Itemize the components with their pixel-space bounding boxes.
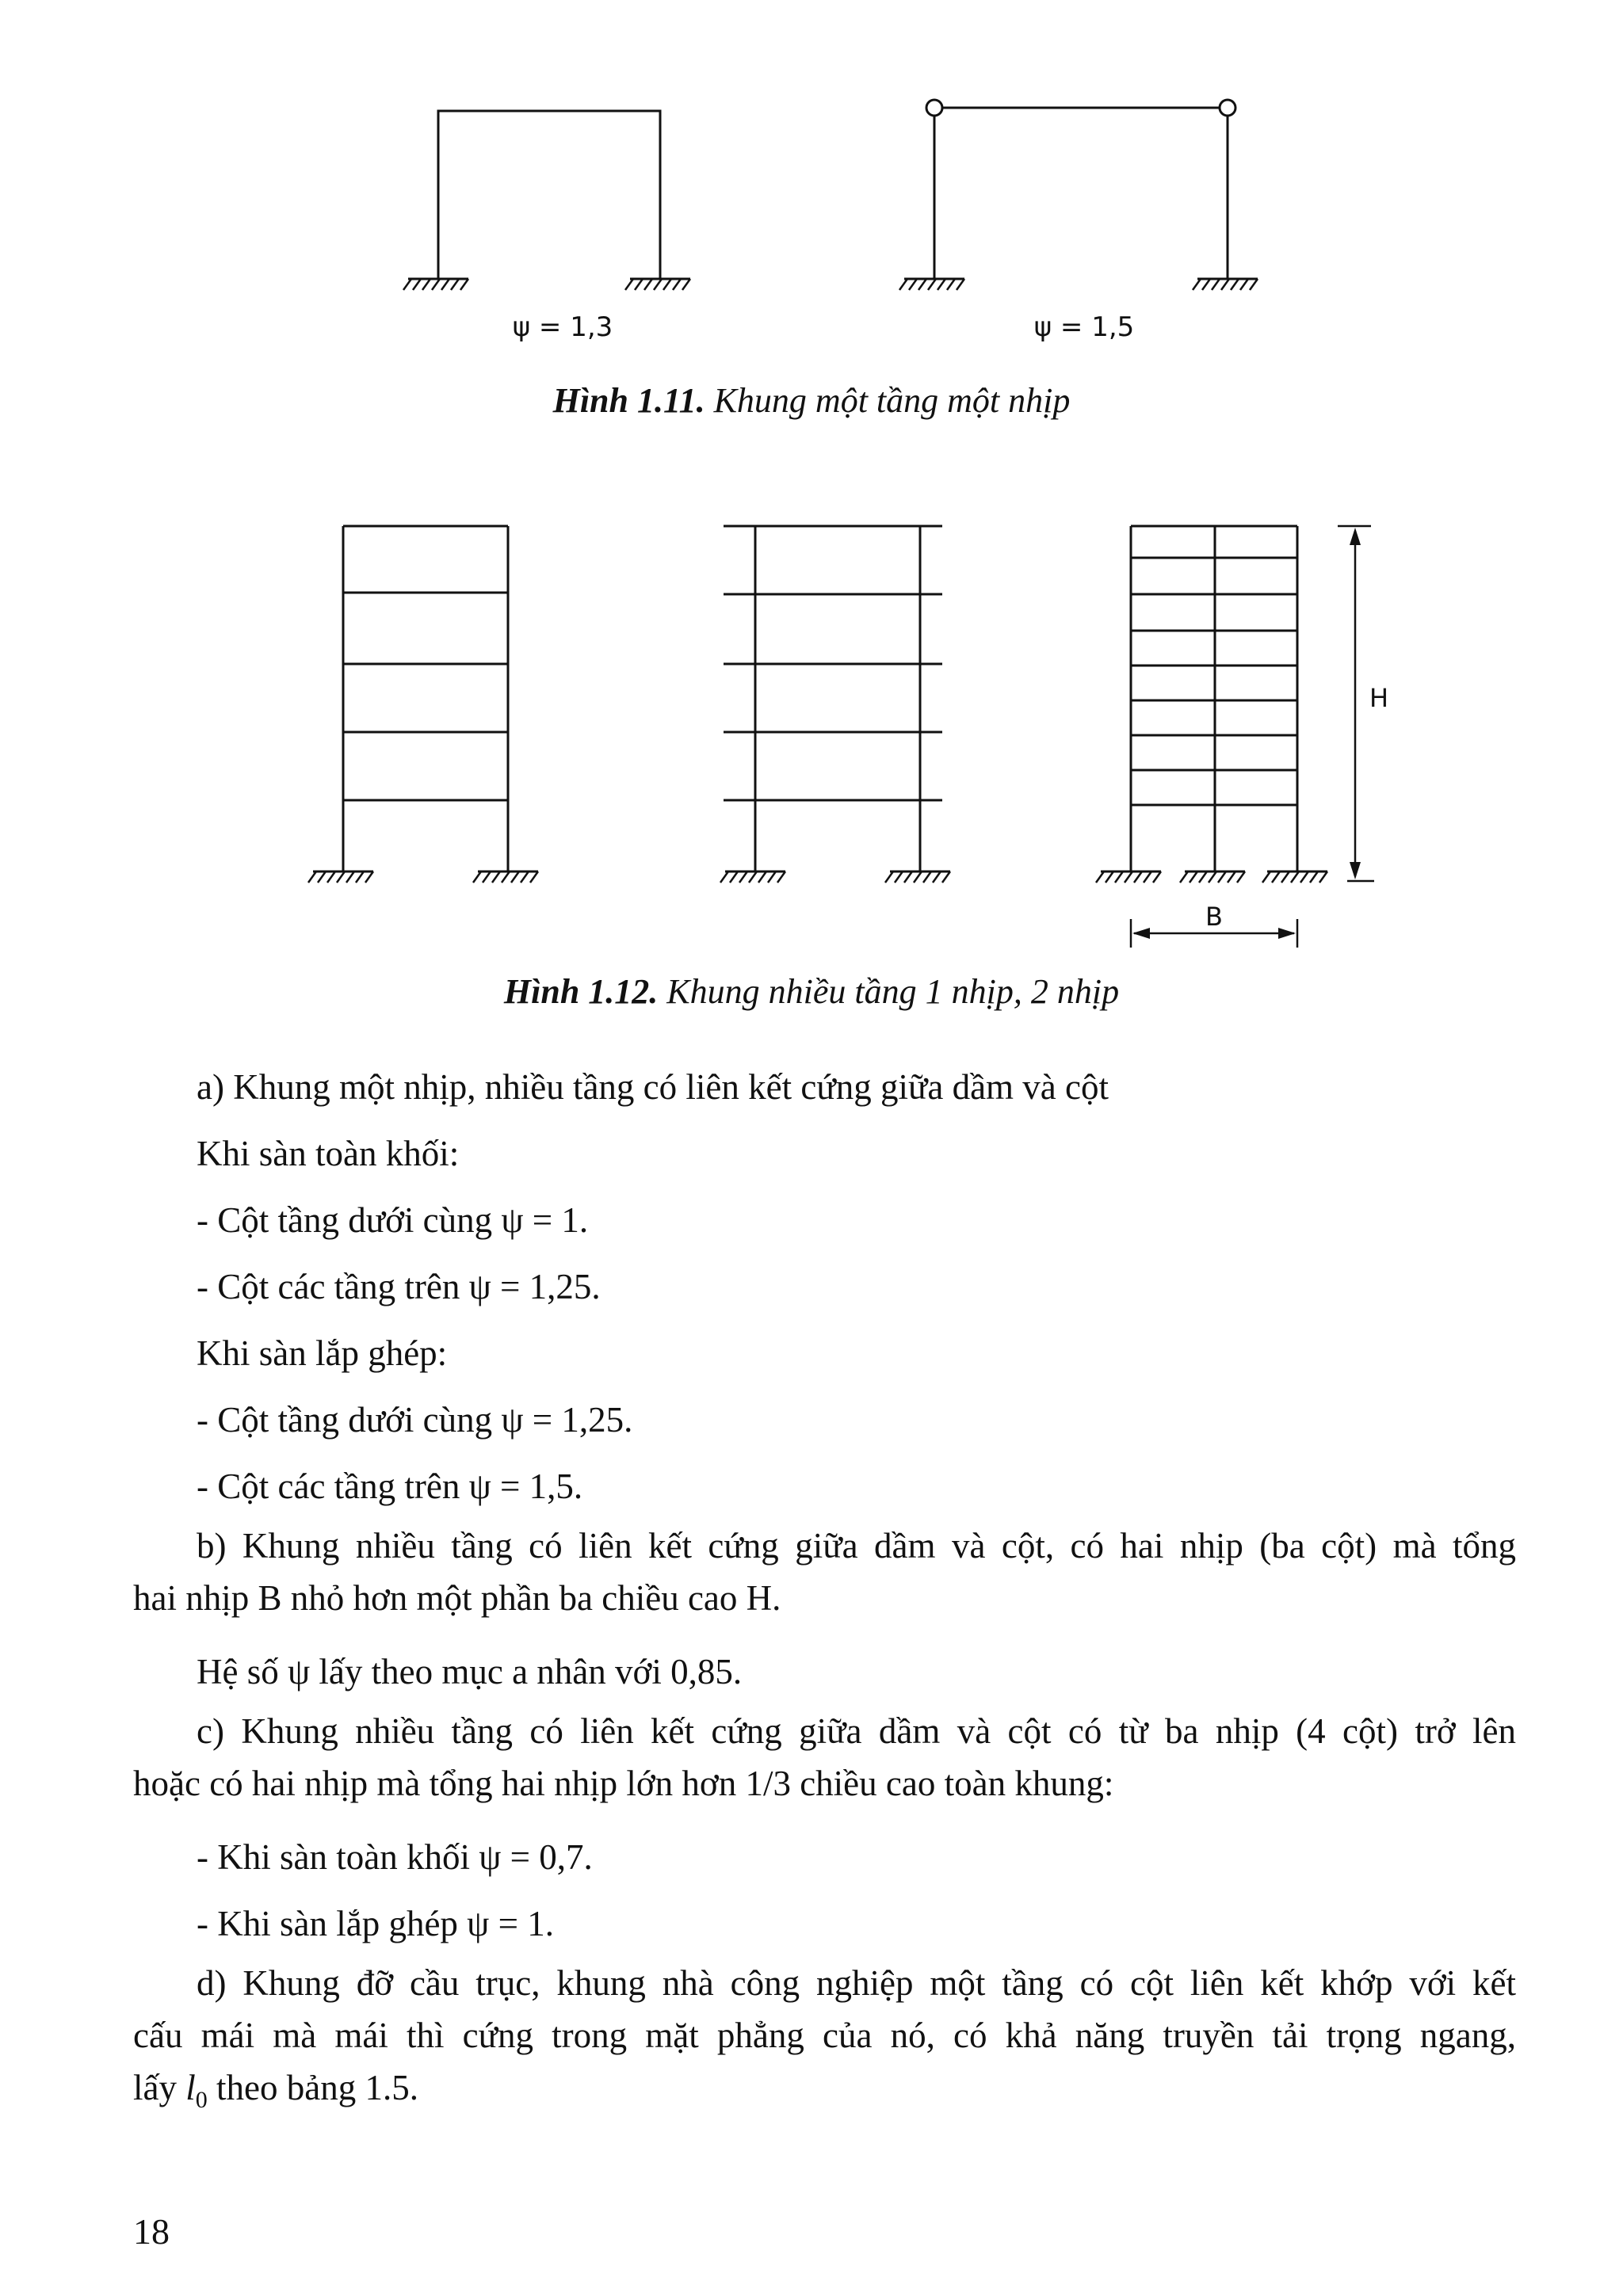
ground-support-icon — [1262, 871, 1327, 883]
list-item: - Cột các tầng trên ψ = 1,25. — [197, 1267, 601, 1306]
caption-number: Hình 1.11. — [552, 381, 705, 420]
psi-label-right: ψ = 1,5 — [1033, 311, 1135, 343]
figure-1-12-caption — [0, 971, 1623, 1012]
section-d-line — [133, 2061, 1516, 2128]
ground-support-icon — [403, 279, 468, 290]
length-subscript: 0 — [195, 2087, 208, 2113]
ground-support-icon — [1096, 871, 1161, 883]
paragraph: Khi sàn lắp ghép: — [197, 1333, 448, 1373]
frame-multistorey-closed — [343, 526, 508, 871]
paragraph: Hệ số ψ lấy theo mục a nhân với 0,85. — [197, 1652, 743, 1691]
paragraph: Khi sàn toàn khối: — [197, 1134, 460, 1173]
ground-support-icon — [473, 871, 538, 883]
ground-support-icon — [308, 871, 373, 883]
ground-support-icon — [899, 279, 964, 290]
text-fragment: lấy — [133, 2068, 186, 2107]
height-label: H — [1369, 683, 1389, 713]
section-c-line: c) Khung nhiều tầng có liên kết cứng giữa dầm và cột có từ ba nhịp (4 cột) trở lên — [197, 1711, 1516, 1751]
hinge-icon — [926, 100, 942, 116]
text-fragment: theo bảng 1.5. — [207, 2068, 418, 2107]
figure-1-11-caption — [0, 380, 1623, 421]
page-number: 18 — [133, 2211, 170, 2252]
figures-area — [0, 0, 1623, 1030]
section-b-line: b) Khung nhiều tầng có liên kết cứng giữa dầm và cột, có hai nhịp (ba cột) mà tổng — [197, 1526, 1516, 1566]
frame-hinged-portal — [934, 108, 1228, 279]
ground-support-icon — [1180, 871, 1245, 883]
list-item: - Cột các tầng trên ψ = 1,5. — [197, 1466, 583, 1506]
length-symbol: l — [185, 2068, 196, 2107]
hinge-icon — [1220, 100, 1235, 116]
list-item: - Cột tầng dưới cùng ψ = 1. — [197, 1200, 589, 1240]
section-d-line: cấu mái mà mái thì cứng trong mặt phẳng của nó, có khả năng truyền tải trọng ngang, — [133, 2016, 1516, 2055]
width-label: B — [1205, 902, 1223, 932]
section-b-line: hai nhịp B nhỏ hơn một phần ba chiều cao H. — [133, 1578, 781, 1618]
list-item: - Khi sàn lắp ghép ψ = 1. — [197, 1904, 554, 1943]
ground-support-icon — [625, 279, 690, 290]
ground-support-icon — [885, 871, 950, 883]
caption-number: Hình 1.12. — [503, 972, 659, 1011]
list-item: - Cột tầng dưới cùng ψ = 1,25. — [197, 1400, 633, 1440]
ground-support-icon — [1193, 279, 1258, 290]
frame-fixed-portal — [438, 111, 660, 279]
section-c-line: hoặc có hai nhịp mà tổng hai nhịp lớn hơn 1/3 chiều cao toàn khung: — [133, 1764, 1114, 1803]
psi-label-left: ψ = 1,3 — [512, 311, 613, 343]
frame-two-bay — [1131, 526, 1297, 871]
list-item: - Khi sàn toàn khối ψ = 0,7. — [197, 1837, 593, 1877]
section-a-title: a) Khung một nhịp, nhiều tầng có liên kết cứng giữa dầm và cột — [197, 1067, 1109, 1107]
ground-support-icon — [720, 871, 785, 883]
caption-text: Khung một tầng một nhịp — [705, 381, 1071, 420]
caption-text: Khung nhiều tầng 1 nhịp, 2 nhịp — [658, 972, 1120, 1011]
section-d-line: d) Khung đỡ cầu trục, khung nhà công nghiệp một tầng có cột liên kết khớp với kết — [197, 1963, 1516, 2003]
body-text — [133, 1054, 1516, 2128]
frame-multistorey-overhang — [724, 526, 942, 871]
